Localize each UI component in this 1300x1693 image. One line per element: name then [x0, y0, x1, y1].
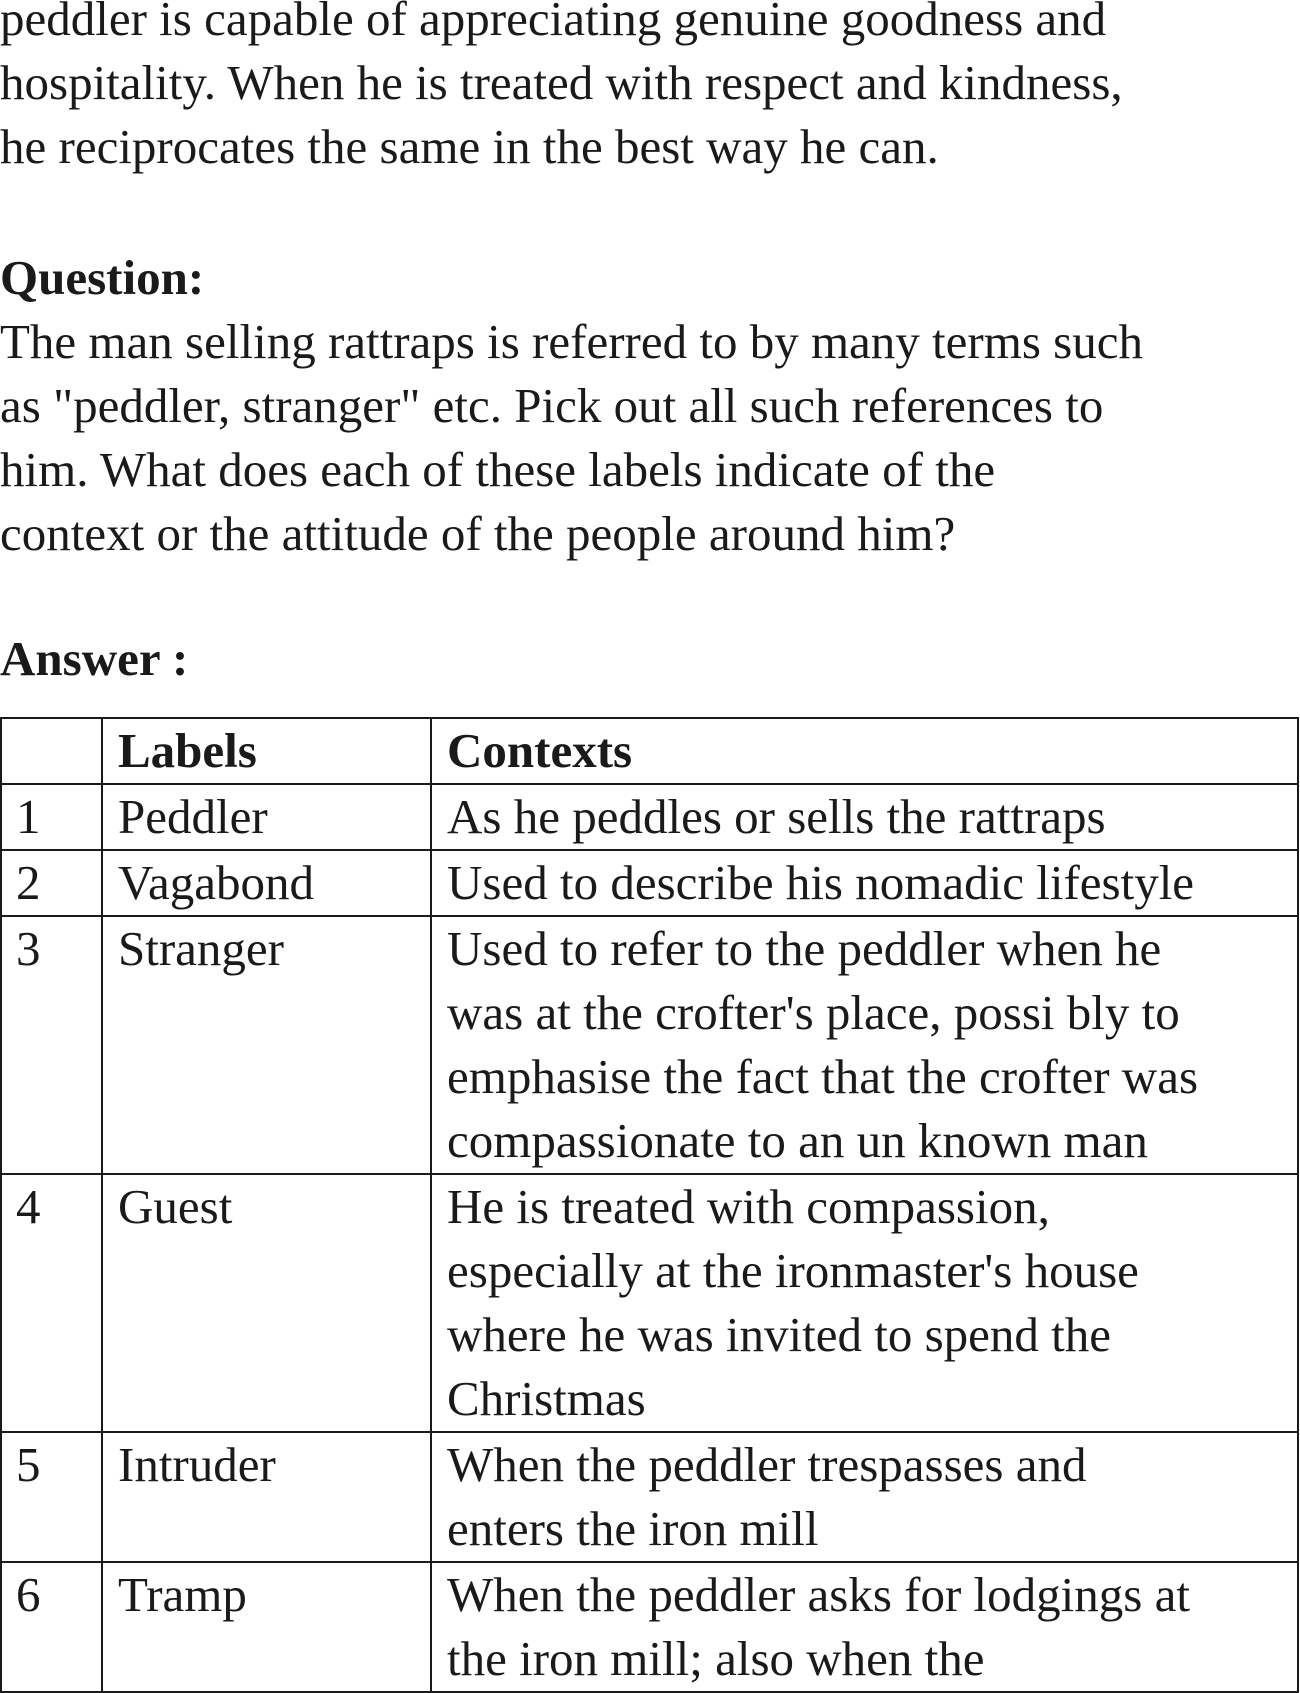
header-number: [1, 718, 102, 784]
row-context: [431, 1174, 1298, 1432]
row-label: Vagabond: [102, 850, 431, 916]
row-number: 4: [1, 1174, 102, 1432]
context-line: especially at the ironmaster's house: [447, 1243, 1139, 1298]
context-line: When the peddler trespasses and: [447, 1437, 1087, 1492]
context-line: emphasise the fact that the crofter was: [447, 1049, 1199, 1104]
intro-line-2: hospitality. When he is treated with respect and kindness,: [0, 55, 1123, 110]
answer-heading: Answer :: [0, 631, 189, 686]
row-number: 3: [1, 916, 102, 1174]
header-contexts: Contexts: [431, 718, 1298, 784]
context-line: He is treated with compassion,: [447, 1179, 1050, 1234]
context-line: enters the iron mill: [447, 1501, 819, 1556]
row-number: 5: [1, 1432, 102, 1562]
table-row: [1, 1174, 1298, 1432]
context-line: where he was invited to spend the: [447, 1307, 1112, 1362]
row-context: [431, 1562, 1298, 1692]
question-line-4: context or the attitude of the people around him?: [0, 506, 956, 561]
row-label: Intruder: [102, 1432, 431, 1562]
table-row: [1, 784, 1298, 850]
context-line: Used to refer to the peddler when he: [447, 921, 1162, 976]
table-row: [1, 850, 1298, 916]
context-line: the iron mill; also when the: [447, 1631, 985, 1686]
context-line: compassionate to an un known man: [447, 1113, 1148, 1168]
question-line-2: as "peddler, stranger" etc. Pick out all such references to: [0, 378, 1104, 433]
table-row: [1, 1562, 1298, 1692]
row-label: Peddler: [102, 784, 431, 850]
context-line: When the peddler asks for lodgings at: [447, 1567, 1190, 1622]
context-line: Christmas: [447, 1371, 646, 1426]
context-line: was at the crofter's place, possi bly to: [447, 985, 1180, 1040]
row-number: 6: [1, 1562, 102, 1692]
answer-table: [0, 717, 1299, 1693]
row-number: 1: [1, 784, 102, 850]
question-heading: Question:: [0, 250, 205, 305]
row-label: Guest: [102, 1174, 431, 1432]
row-context: [431, 784, 1298, 850]
row-number: 2: [1, 850, 102, 916]
question-line-1: The man selling rattraps is referred to by many terms such: [0, 314, 1143, 369]
header-labels: Labels: [102, 718, 431, 784]
context-line: Used to describe his nomadic lifestyle: [447, 855, 1195, 910]
row-context: [431, 850, 1298, 916]
intro-line-1: peddler is capable of appreciating genuine goodness and: [0, 0, 1107, 46]
row-context: [431, 916, 1298, 1174]
table-row: [1, 1432, 1298, 1562]
table-row: [1, 916, 1298, 1174]
row-label: Stranger: [102, 916, 431, 1174]
row-label: Tramp: [102, 1562, 431, 1692]
intro-line-3: he reciprocates the same in the best way he can.: [0, 119, 939, 174]
question-line-3: him. What does each of these labels indicate of the: [0, 442, 996, 497]
table-header-row: [1, 718, 1298, 784]
context-line: As he peddles or sells the rattraps: [447, 789, 1106, 844]
row-context: [431, 1432, 1298, 1562]
